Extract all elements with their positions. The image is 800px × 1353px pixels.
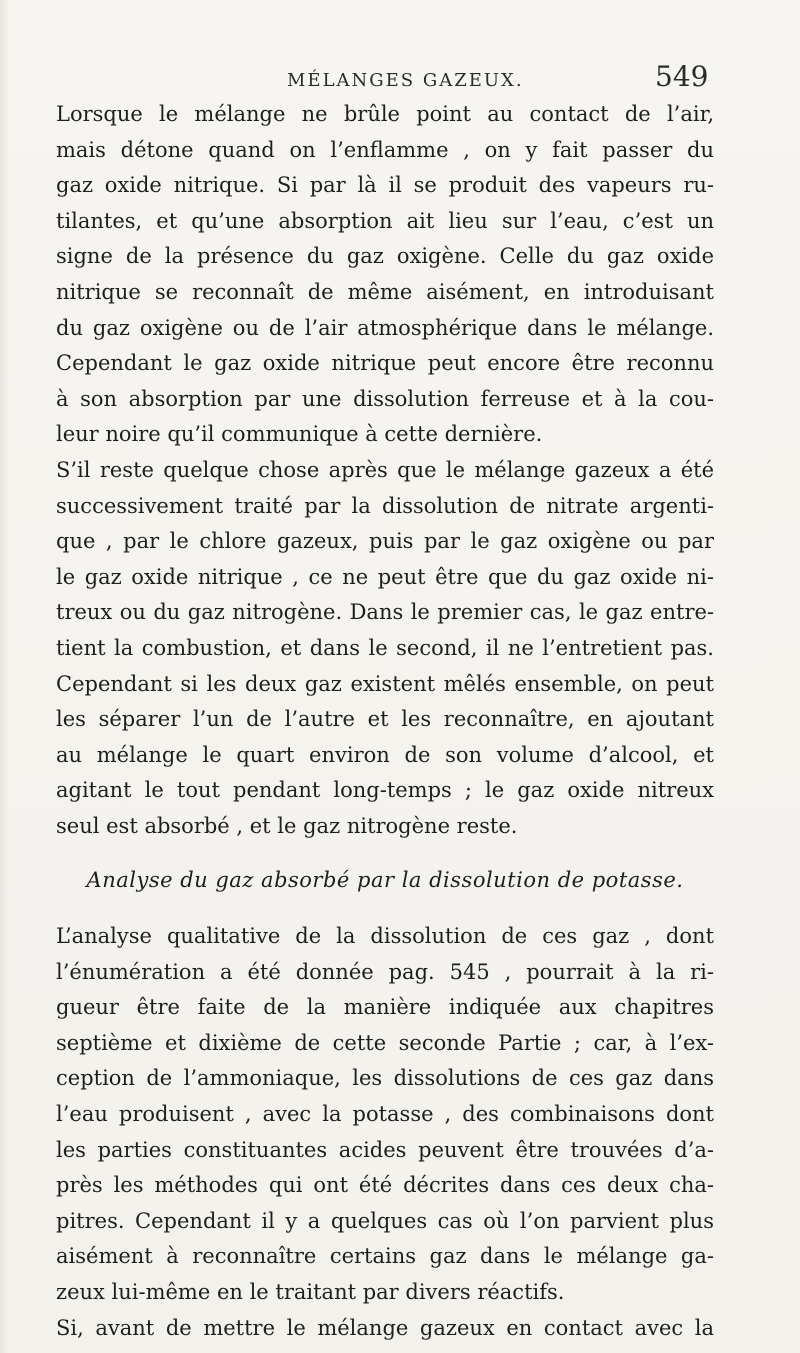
paragraph <box>56 453 714 845</box>
text-line: septième et dixième de cette seconde Partie ; car, à l’ex- <box>56 1030 714 1055</box>
page-number: 549 <box>655 60 709 93</box>
text-line: gaz oxide nitrique. Si par là il se produit des vapeurs ru- <box>56 173 714 198</box>
text-line: Si, avant de mettre le mélange gazeux en contact avec la <box>56 1315 714 1340</box>
paragraph <box>56 1311 714 1347</box>
text-line: Cependant si les deux gaz existent mêlés ensemble, on peut <box>56 671 714 696</box>
text-line: que , par le chlore gazeux, puis par le gaz oxigène ou par <box>56 529 714 554</box>
paragraph <box>56 919 714 1311</box>
text-line: l’énumération a été donnée pag. 545 , pourrait à la ri- <box>56 959 714 984</box>
text-line: près les méthodes qui ont été décrites dans ces deux cha- <box>56 1173 714 1198</box>
text-line: du gaz oxigène ou de l’air atmosphérique dans le mélange. <box>56 315 714 340</box>
page-fold-shadow <box>0 0 8 1353</box>
text-line: l’eau produisent , avec la potasse , des combinaisons dont <box>56 1102 714 1127</box>
text-line: signe de la présence du gaz oxigène. Celle du gaz oxide <box>56 244 714 269</box>
text-line: au mélange le quart environ de son volume d’alcool, et <box>56 742 714 767</box>
body-text <box>56 97 714 1346</box>
text-line: Cependant le gaz oxide nitrique peut encore être reconnu <box>56 351 714 376</box>
text-line: zeux lui-même en le traitant par divers réactifs. <box>56 1280 565 1304</box>
text-line: nitrique se reconnaît de même aisément, en introduisant <box>56 279 714 304</box>
section-heading: Analyse du gaz absorbé par la dissolution de potasse. <box>86 868 684 893</box>
text-line: gueur être faite de la manière indiquée aux chapitres <box>56 995 714 1020</box>
text-line: agitant le tout pendant long-temps ; le gaz oxide nitreux <box>56 778 714 803</box>
text-line: Lorsque le mélange ne brûle point au contact de l’air, <box>56 102 714 126</box>
text-line: tient la combustion, et dans le second, il ne l’entretient pas. <box>56 635 714 660</box>
text-line: leur noire qu’il communique à cette dernière. <box>56 422 543 447</box>
text-line: L’analyse qualitative de la dissolution de ces gaz , dont <box>56 924 714 949</box>
text-line: tilantes, et qu’une absorption ait lieu sur l’eau, c’est un <box>56 208 714 233</box>
text-line: à son absorption par une dissolution ferreuse et à la cou- <box>56 386 714 411</box>
text-line: pitres. Cependant il y a quelques cas où l’on parvient plus <box>56 1208 714 1233</box>
text-line: les parties constituantes acides peuvent être trouvées d’a- <box>56 1137 714 1162</box>
text-line: treux ou du gaz nitrogène. Dans le premier cas, le gaz entre- <box>56 600 714 625</box>
page-header <box>0 60 800 100</box>
paragraph <box>56 97 714 453</box>
text-line: S’il reste quelque chose après que le mélange gazeux a été <box>56 457 714 482</box>
text-line: seul est absorbé , et le gaz nitrogène reste. <box>56 813 518 838</box>
running-head: MÉLANGES GAZEUX. <box>287 70 524 91</box>
text-line: le gaz oxide nitrique , ce ne peut être que du gaz oxide ni- <box>56 564 714 589</box>
text-line: successivement traité par la dissolution de nitrate argenti- <box>56 493 714 518</box>
text-line: mais détone quand on l’enflamme , on y fait passer du <box>56 137 714 162</box>
text-line: ception de l’ammoniaque, les dissolutions de ces gaz dans <box>56 1066 714 1091</box>
text-line: aisément à reconnaître certains gaz dans le mélange ga- <box>56 1244 714 1269</box>
text-line: les séparer l’un de l’autre et les reconnaître, en ajoutant <box>56 707 714 732</box>
